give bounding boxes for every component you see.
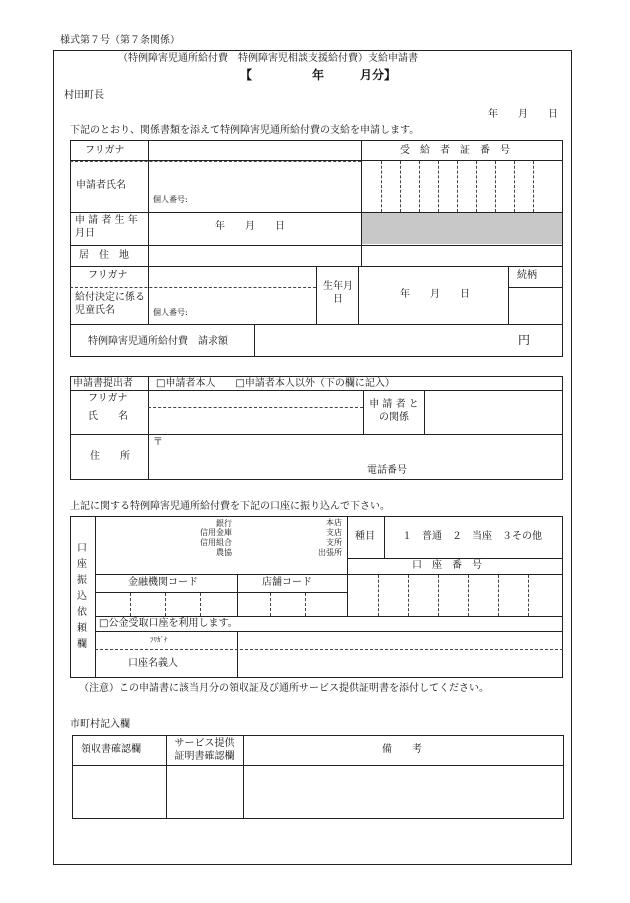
phone-label: 電話番号 [367,465,407,476]
month-line: 【 年 月分】 [240,68,397,82]
postal-mark: 〒 [153,437,163,448]
service-check-label: サービス提供 証明書確認欄 [174,738,235,762]
my-number-label: 個人番号: [153,195,188,204]
bank-side-label: 口座振込依頼欄 [77,543,87,650]
branch-type-0: 本店 [326,518,342,527]
public-account-option[interactable]: □公金受取口座を利用します。 [99,618,238,629]
submitter-label: 申請書提出者 [73,378,133,389]
branch-type-1: 支店 [326,528,342,537]
kana-label: ﾌﾘｶﾞﾅ [150,636,168,644]
child-furigana-label: フリガナ [88,270,128,281]
recipient-number-label: 受 給 者 証 番 号 [400,145,510,156]
child-my-number-label: 個人番号: [153,308,188,317]
submitter-furigana-label: フリガナ [88,393,128,404]
submitter-options[interactable]: □申請者本人 □申請者本人以外（下の欄に記入） [156,378,395,389]
office-table [72,735,564,819]
bank-intro: 上記に関する特例障害児通所給付費を下記の口座に振り込んで下さい。 [70,501,390,512]
yen-unit: 円 [518,333,531,347]
applicant-name-label: 申請者氏名 [76,180,126,191]
office-section-title: 市町村記入欄 [70,719,130,730]
branch-type-2: 支所 [326,538,342,547]
intro-text: 下記のとおり、関係書類を添えて特例障害児通所給付費の支給を申請します。 [70,125,420,136]
submitter-relation-label: 申 請 者 との関係 [369,399,419,423]
branch-type-3: 出張所 [318,548,342,557]
child-birth-date[interactable]: 年 月 日 [400,289,470,300]
bank-type-1: 信用金庫 [200,528,232,537]
account-holder-label: 口座名義人 [128,658,178,669]
receipt-check-label: 領収書確認欄 [81,744,141,755]
form-number: 様式第７号（第７条関係） [60,35,180,46]
submitter-name-label: 氏 名 [88,411,128,422]
furigana-label: フリガナ [85,145,125,156]
form-title: （特例障害児通所給付費 特例障害児相談支援給付費）支給申請書 [118,53,418,64]
bank-type-2: 信用組合 [200,538,232,547]
branch-code-label: 店舗コード [262,577,312,588]
bank-type-0: 銀行 [216,519,232,528]
child-birth-label: 生年月日 [323,281,353,305]
claim-label: 特例障害児通所給付費 請求額 [88,336,228,347]
account-kind-options[interactable]: １ 普通 ２ 当座 ３その他 [402,531,542,542]
account-kind-label: 種目 [355,531,375,542]
address-label: 居 住 地 [79,250,129,261]
bank-type-3: 農協 [216,548,232,557]
submitter-address-label: 住 所 [90,451,130,462]
remarks-label: 備 考 [382,744,422,755]
submitter-table [70,376,563,480]
shaded-cell [362,213,562,244]
applicant-birth-date[interactable]: 年 月 日 [215,221,285,232]
application-date[interactable]: 年 月 日 [488,109,558,120]
addressee: 村田町長 [64,90,104,101]
attachment-note: （注意）この申請書に該当月分の領収証及び通所サービス提供証明書を添付してください。 [79,683,489,694]
account-number-label: 口 座 番 号 [412,560,482,571]
child-name-label: 給付決定に係る児童氏名 [75,292,145,316]
bank-code-label: 金融機関コード [128,577,198,588]
relation-label: 続柄 [517,270,537,281]
applicant-birth-label: 申 請 者 生 年 月日 [75,215,138,239]
